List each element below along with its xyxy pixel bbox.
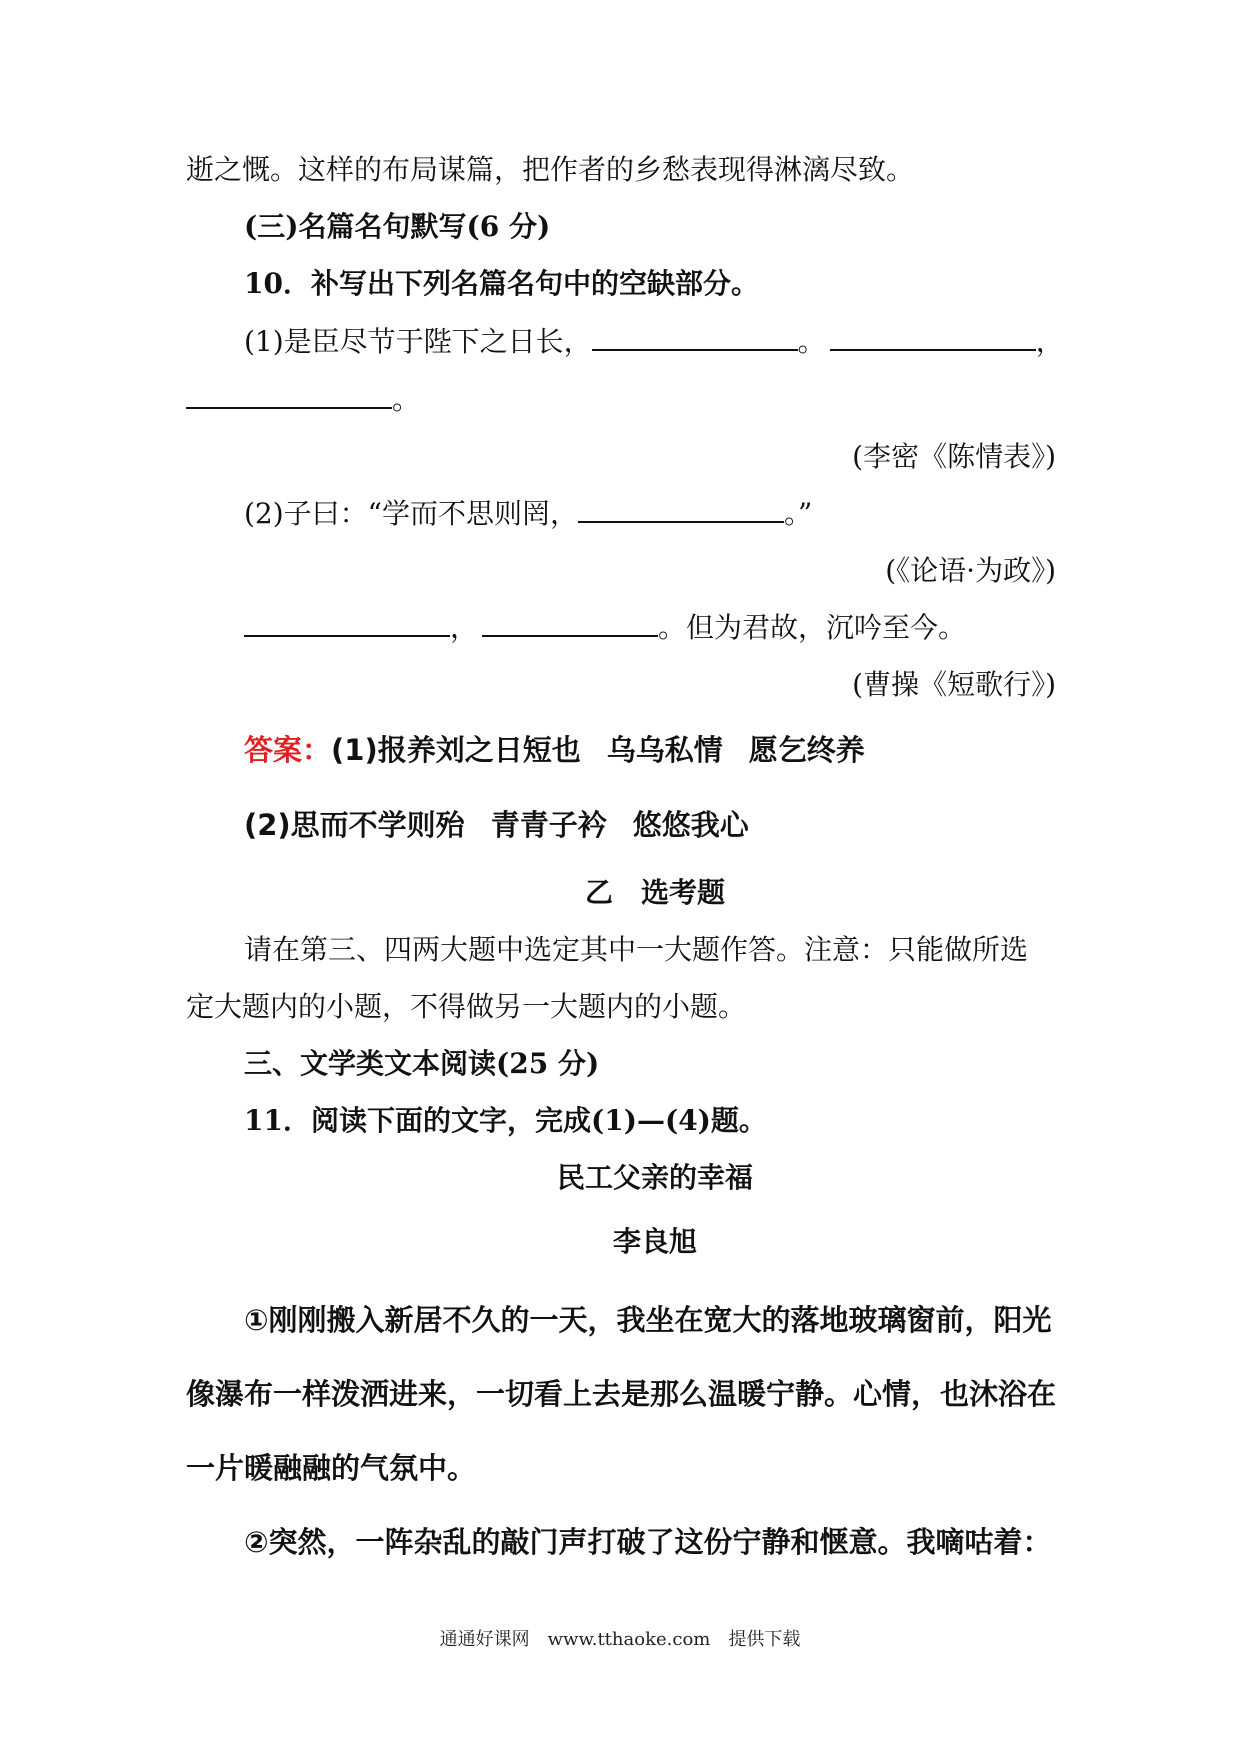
- question-10-3: [244, 608, 966, 648]
- source-chenqingbiao: (李密《陈情表》): [852, 440, 1056, 473]
- section-heading-yi: 乙 选考题: [584, 876, 725, 909]
- punct: ，: [450, 611, 479, 644]
- paragraph-1-line-3: 一片暖融融的气氛中。: [186, 1451, 477, 1485]
- question-11: 11．阅读下面的文字，完成(1)—(4)题。: [244, 1104, 767, 1137]
- article-title: 民工父亲的幸福: [556, 1161, 753, 1194]
- punct: ，: [1035, 325, 1064, 358]
- punct: 。”: [783, 497, 813, 530]
- question-10-text: 10．补写出下列名篇名句中的空缺部分。: [244, 267, 759, 300]
- answer-blank: [592, 325, 798, 351]
- question-10-2: [244, 494, 812, 534]
- answer-blank: [482, 611, 658, 637]
- question-10-1-prefix: (1)是臣尽节于陛下之日长，: [244, 325, 592, 358]
- answer-item: 愿乞终养: [748, 733, 865, 767]
- question-10: [244, 264, 759, 304]
- footer-source: 通通好课网 www.tthaoke.com 提供下载: [439, 1629, 801, 1650]
- paragraph-continuation: 逝之慨。这样的布局谋篇，把作者的乡愁表现得淋漓尽致。: [186, 153, 915, 186]
- section-title-famous-lines: (三)名篇名句默写(6 分): [244, 210, 551, 243]
- answer-blank: [186, 383, 392, 409]
- paragraph-1-line-2: 像瀑布一样泼洒进来，一切看上去是那么温暖宁静。心情，也沐浴在: [186, 1377, 1057, 1411]
- source-duangexing: (曹操《短歌行》): [852, 668, 1056, 701]
- answer-blank: [244, 611, 450, 637]
- instruction-line-2: 定大题内的小题，不得做另一大题内的小题。: [186, 990, 747, 1023]
- question-10-2-prefix: (2)子曰：“学而不思则罔，: [244, 497, 578, 530]
- part-3-title: 三、文学类文本阅读(25 分): [244, 1047, 600, 1080]
- question-10-3-suffix: 。但为君故，沉吟至今。: [658, 611, 967, 644]
- answer-blank: [578, 497, 784, 523]
- answer-item: 悠悠我心: [632, 808, 749, 842]
- paragraph-2-line-1: ②突然，一阵杂乱的敲门声打破了这份宁静和惬意。我嘀咕着：: [244, 1525, 1052, 1559]
- paragraph-1-line-1: ①刚刚搬入新居不久的一天，我坐在宽大的落地玻璃窗前，阳光: [244, 1303, 1052, 1337]
- answer-label: 答案：: [244, 733, 332, 767]
- punct: 。: [797, 325, 826, 358]
- answer-item: 青青子衿: [490, 808, 607, 842]
- punct: 。: [392, 383, 421, 416]
- answer-item: 乌乌私情: [606, 733, 723, 767]
- answer-line-2: [244, 805, 749, 845]
- answer-item: (2)思而不学则殆: [244, 808, 465, 842]
- answer-line-1: [244, 730, 865, 770]
- article-author: 李良旭: [612, 1225, 697, 1258]
- answer-blank: [830, 325, 1036, 351]
- instruction-line-1: 请在第三、四两大题中选定其中一大题作答。注意：只能做所选: [244, 933, 1029, 966]
- question-10-1: [244, 322, 1064, 362]
- answer-item: (1)报养刘之日短也: [331, 733, 581, 767]
- source-lunyu: (《论语·为政》): [885, 554, 1056, 587]
- question-10-1-cont: [186, 380, 420, 420]
